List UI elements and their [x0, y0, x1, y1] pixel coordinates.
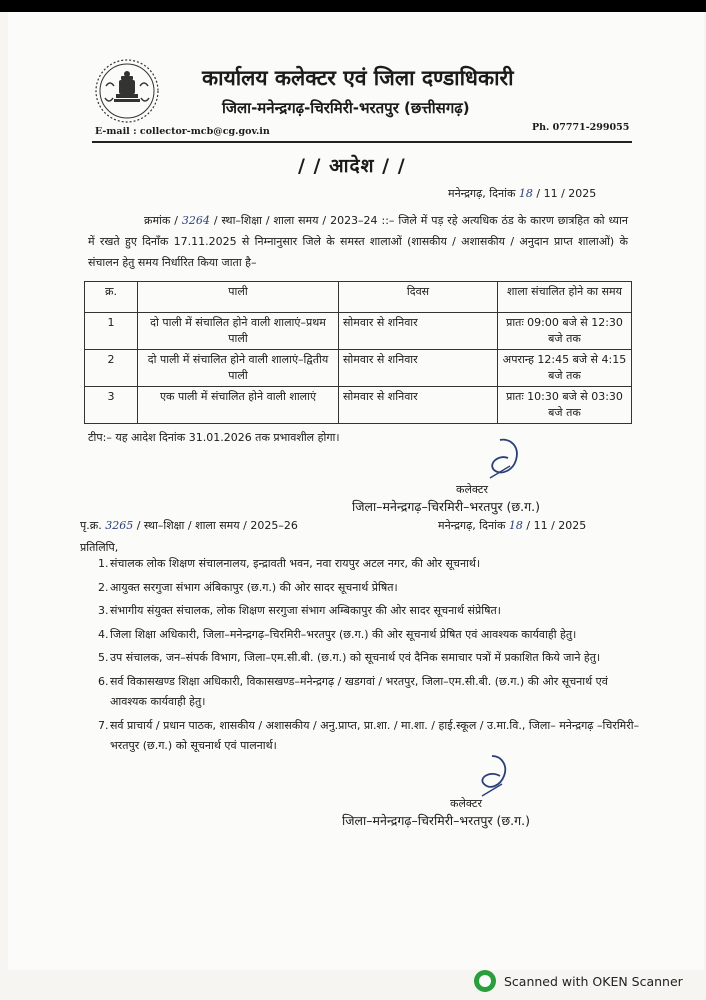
scanner-logo-icon: [474, 970, 496, 992]
list-item: 3. संभागीय संयुक्त संचालक, लोक शिक्षण सरगुजा संभाग अम्बिकापुर की ओर सादर सूचनार्थ संप्रेषित।: [98, 604, 501, 617]
endorsement-ref-prefix: पृ.क्र.: [80, 519, 102, 532]
row-time: प्रातः 09:00 बजे से 12:30 बजे तक: [498, 313, 632, 350]
list-item: 1. संचालक लोक शिक्षण संचालनालय, इन्द्रावती भवन, नवा रायपुर अटल नगर, की ओर सूचनार्थ।: [98, 557, 481, 570]
row-time: अपरान्ह 12:45 बजे से 4:15 बजे तक: [498, 350, 632, 387]
top-black-bar: [0, 0, 706, 12]
email-address: E-mail : collector-mcb@cg.gov.in: [95, 126, 270, 137]
row-shift: एक पाली में संचालित होने वाली शालाएं: [138, 387, 339, 424]
order-date: [448, 186, 596, 201]
signature-1-designation: कलेक्टर: [456, 483, 488, 496]
district-title: जिला-मनेन्द्रगढ़-चिरमिरी-भरतपुर (छत्तीसगढ़): [222, 99, 470, 117]
row-days: सोमवार से शनिवार: [339, 387, 498, 424]
row-serial: 1: [85, 313, 138, 350]
order-ref-rest: / स्था–शिक्षा / शाला समय / 2023–24 ::–: [213, 214, 395, 227]
row-days: सोमवार से शनिवार: [339, 350, 498, 387]
row-days: सोमवार से शनिवार: [339, 313, 498, 350]
copy-label: प्रतिलिपि,: [80, 541, 119, 554]
school-timing-table: [84, 281, 632, 424]
row-shift: दो पाली में संचालित होने वाली शालाएं–प्रथम पाली: [138, 313, 339, 350]
endorsement-date-day: 18: [508, 519, 523, 532]
validity-note: टीप:– यह आदेश दिनांक 31.01.2026 तक प्रभावशील होगा।: [88, 431, 340, 444]
signature-1-district: जिला–मनेन्द्रगढ़–चिरमिरी–भरतपुर (छ.ग.): [352, 499, 541, 514]
row-shift: दो पाली में संचालित होने वाली शालाएं–द्वितीय पाली: [138, 350, 339, 387]
order-body: जिले में पड़ रहे अत्यधिक ठंड के कारण छात्रहित को ध्यान में रखते हुए दिनाँक 17.11.2025 से निम्नानुसार जिले के समस्त शालाओं (शासकीय / अशासकीय / अनुदान प्राप्त शालाओं) के संचालन हेतु समय निर्धारित किया जाता है–: [88, 214, 629, 269]
header-days: दिवस: [339, 282, 498, 313]
order-ref-prefix: क्रमांक /: [144, 214, 178, 227]
endorsement-date-rest: / 11 / 2025: [526, 519, 587, 532]
header-shift: पाली: [138, 282, 339, 313]
header-serial: क्र.: [85, 282, 138, 313]
order-heading: / / आदेश / /: [298, 155, 406, 177]
phone-number: Ph. 07771-299055: [532, 122, 630, 133]
signature-2-district: जिला–मनेन्द्रगढ़–चिरमिरी–भरतपुर (छ.ग.): [342, 813, 531, 828]
list-item: 6. सर्व विकासखण्ड शिक्षा अधिकारी, विकासखण्ड–मनेन्द्रगढ़ / खडगवां / भरतपुर, जिला–एम.सी.बी. (छ.ग.) की ओर सूचनार्थ एवं आवश्यक कार्यवाही हेतु।: [98, 674, 608, 708]
government-seal-icon: [94, 58, 160, 124]
endorsement-date-prefix: मनेन्द्रगढ़, दिनांक: [438, 519, 506, 532]
signature-mark-2: [470, 752, 530, 802]
list-item: 4. जिला शिक्षा अधिकारी, जिला–मनेन्द्रगढ़–चिरमिरी–भरतपुर (छ.ग.) की ओर सूचनार्थ प्रेषित एवं आवश्यक कार्यवाही हेतु।: [98, 627, 577, 641]
order-ref-number: 3264: [181, 214, 210, 227]
endorsement-ref-number: 3265: [105, 519, 134, 532]
row-time: प्रातः 10:30 बजे से 03:30 बजे तक: [498, 387, 632, 424]
table-row: [85, 313, 632, 350]
table-header-row: [85, 282, 632, 313]
header-divider: [92, 141, 632, 143]
scanner-watermark: [474, 970, 683, 992]
list-item: 2. आयुक्त सरगुजा संभाग अंबिकापुर (छ.ग.) की ओर सादर सूचनार्थ प्रेषित।: [98, 580, 398, 594]
endorsement-ref-rest: / स्था–शिक्षा / शाला समय / 2025–26: [136, 519, 298, 532]
row-serial: 2: [85, 350, 138, 387]
endorsement-date: [438, 518, 586, 533]
list-item: 5. उप संचालक, जन–संपर्क विभाग, जिला–एम.सी.बी. (छ.ग.) को सूचनार्थ एवं दैनिक समाचार पत्रों में प्रकाशित किये जाने हेतु।: [98, 651, 601, 664]
list-item: 7. सर्व प्राचार्य / प्रधान पाठक, शासकीय / अशासकीय / अनु.प्राप्त, प्रा.शा. / मा.शा. / हाई.स्कूल / उ.मा.वि., जिला– मनेन्द्रगढ़ –चिरमिरी–भरतपुर (छ.ग.) को सूचनार्थ एवं पालनार्थ।: [98, 718, 640, 752]
header-time: शाला संचालित होने का समय: [498, 282, 632, 313]
distribution-list: [80, 554, 640, 760]
signature-2-designation: कलेक्टर: [450, 797, 482, 810]
table-row: [85, 350, 632, 387]
order-date-prefix: मनेन्द्रगढ़, दिनांक: [448, 187, 516, 200]
signature-mark-1: [480, 436, 540, 486]
row-serial: 3: [85, 387, 138, 424]
order-paragraph: [88, 210, 628, 273]
order-date-rest: / 11 / 2025: [536, 187, 597, 200]
table-row: [85, 387, 632, 424]
office-title: कार्यालय कलेक्टर एवं जिला दण्डाधिकारी: [202, 65, 514, 90]
watermark-text: Scanned with OKEN Scanner: [504, 973, 683, 989]
endorsement-ref: [80, 518, 298, 533]
order-date-day: 18: [518, 187, 533, 200]
